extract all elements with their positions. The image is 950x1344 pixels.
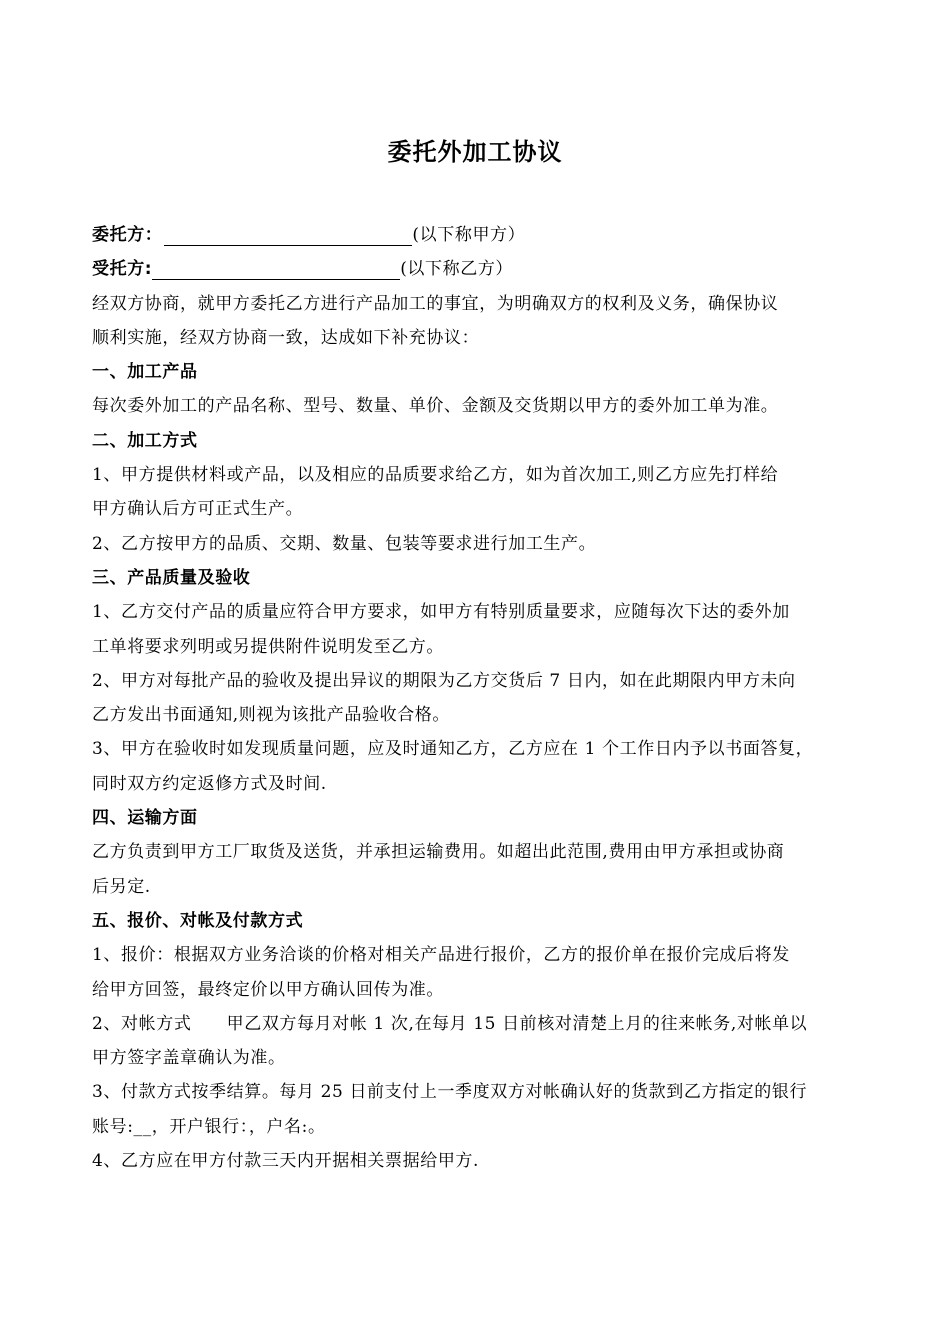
section-text-line: 乙方发出书面通知,则视为该批产品验收合格。 <box>92 705 451 726</box>
section-text-line: 甲方确认后方可正式生产。 <box>92 499 304 520</box>
intro-line: 经双方协商，就甲方委托乙方进行产品加工的事宜，为明确双方的权利及义务，确保协议 <box>92 293 779 314</box>
client-suffix: (以下称甲方） <box>412 225 526 245</box>
intro-line: 顺利实施，经双方协商一致，达成如下补充协议： <box>92 327 480 348</box>
section-text-line: 工单将要求列明或另提供附件说明发至乙方。 <box>92 636 444 657</box>
section-text-line: 账号:__，开户银行：，户名:。 <box>92 1116 326 1137</box>
section-text-line: 后另定. <box>92 876 151 897</box>
contractor-suffix: (以下称乙方） <box>400 259 514 280</box>
section-text-line: 每次委外加工的产品名称、型号、数量、单价、金额及交货期以甲方的委外加工单为准。 <box>92 396 779 417</box>
document-body <box>92 218 866 1178</box>
section-text-line: 2、对帐方式 甲乙双方每月对帐 1 次,在每月 15 日前核对清楚上月的往来帐务,对帐单以 <box>92 1013 808 1034</box>
section-text-line: 4、乙方应在甲方付款三天内开据相关票据给甲方. <box>92 1151 480 1172</box>
section-text-line: 3、甲方在验收时如发现质量问题，应及时通知乙方，乙方应在 1 个工作日内予以书面答复， <box>92 739 814 760</box>
section-heading: 一、加工产品 <box>92 362 198 383</box>
section-text-line: 同时双方约定返修方式及时间. <box>92 773 327 794</box>
section-text-line: 乙方负责到甲方工厂取货及送货，并承担运输费用。如超出此范围,费用由甲方承担或协商 <box>92 842 785 863</box>
section-heading: 五、报价、对帐及付款方式 <box>92 910 304 931</box>
section-text-line: 甲方签字盖章确认为准。 <box>92 1048 286 1069</box>
document-title: 委托外加工协议 <box>387 138 563 166</box>
section-text-line: 1、乙方交付产品的质量应符合甲方要求，如甲方有特别质量要求，应随每次下达的委外加 <box>92 602 790 623</box>
section-text-line: 2、乙方按甲方的品质、交期、数量、包装等要求进行加工生产。 <box>92 533 597 554</box>
section-heading: 三、产品质量及验收 <box>92 567 251 588</box>
section-heading: 二、加工方式 <box>92 430 198 451</box>
section-heading: 四、运输方面 <box>92 808 198 829</box>
client-party-line <box>92 218 866 252</box>
client-label: 委托方： <box>92 225 163 245</box>
section-text-line: 2、甲方对每批产品的验收及提出异议的期限为乙方交货后 7 日内，如在此期限内甲方未向 <box>92 670 796 691</box>
contractor-label: 受托方: <box>92 259 153 280</box>
section-text-line: 1、报价：根据双方业务洽谈的价格对相关产品进行报价，乙方的报价单在报价完成后将发 <box>92 945 790 966</box>
section-text-line: 3、付款方式按季结算。每月 25 日前支付上一季度双方对帐确认好的货款到乙方指定的银行 <box>92 1082 808 1103</box>
client-name-blank[interactable] <box>164 223 412 246</box>
contractor-name-blank[interactable] <box>152 257 400 280</box>
section-text-line: 给甲方回签，最终定价以甲方确认回传为准。 <box>92 979 444 1000</box>
contractor-party-line <box>92 252 866 286</box>
section-text-line: 1、甲方提供材料或产品，以及相应的品质要求给乙方，如为首次加工,则乙方应先打样给 <box>92 465 779 486</box>
